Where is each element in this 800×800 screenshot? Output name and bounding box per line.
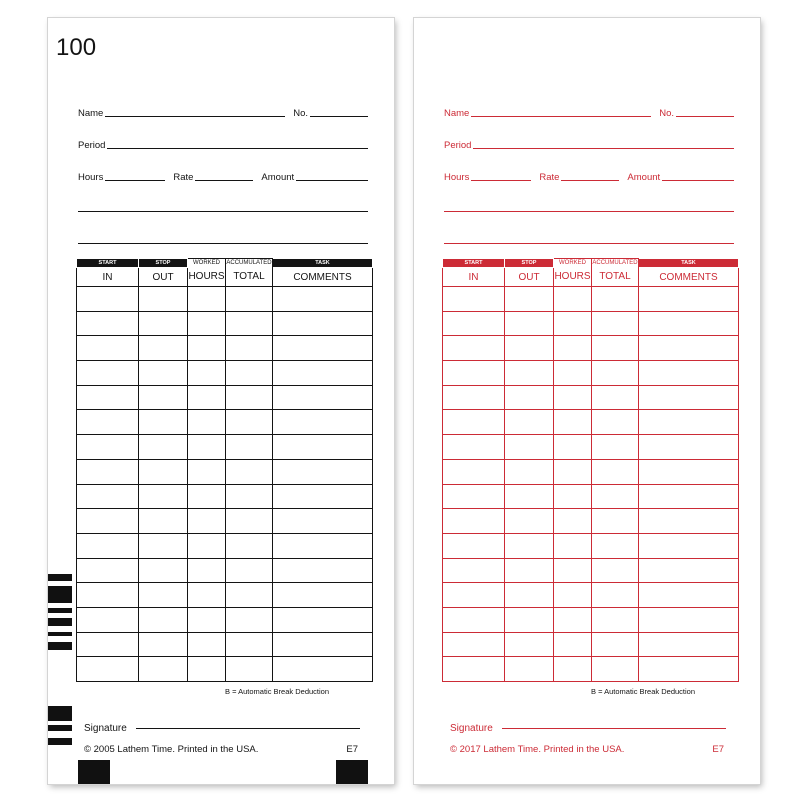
table-row bbox=[443, 558, 739, 583]
in-cell[interactable] bbox=[443, 385, 505, 410]
total-cell[interactable] bbox=[592, 361, 639, 386]
out-cell[interactable] bbox=[505, 336, 554, 361]
column-header-hours: HOURS bbox=[188, 268, 226, 287]
in-cell[interactable] bbox=[77, 385, 139, 410]
total-cell[interactable] bbox=[226, 607, 273, 632]
out-cell[interactable] bbox=[139, 435, 188, 460]
hours-cell[interactable] bbox=[554, 385, 592, 410]
total-cell[interactable] bbox=[226, 632, 273, 657]
in-cell[interactable] bbox=[443, 533, 505, 558]
period-label: Period bbox=[444, 140, 472, 151]
in-cell[interactable] bbox=[77, 336, 139, 361]
hours-cell[interactable] bbox=[188, 632, 226, 657]
total-cell[interactable] bbox=[592, 385, 639, 410]
timing-mark bbox=[336, 760, 368, 784]
in-cell[interactable] bbox=[77, 558, 139, 583]
comments-cell[interactable] bbox=[273, 484, 373, 509]
in-cell[interactable] bbox=[77, 361, 139, 386]
out-cell[interactable] bbox=[505, 484, 554, 509]
total-cell[interactable] bbox=[592, 657, 639, 682]
comments-cell[interactable] bbox=[639, 459, 739, 484]
table-row bbox=[443, 632, 739, 657]
column-header-out: OUT bbox=[505, 268, 554, 287]
comments-cell[interactable] bbox=[273, 336, 373, 361]
in-cell[interactable] bbox=[77, 657, 139, 682]
comments-cell[interactable] bbox=[273, 607, 373, 632]
comments-cell[interactable] bbox=[639, 583, 739, 608]
total-cell[interactable] bbox=[226, 533, 273, 558]
hours-field[interactable] bbox=[471, 180, 531, 181]
timing-mark bbox=[48, 706, 72, 721]
in-cell[interactable] bbox=[77, 607, 139, 632]
group-header-stop: STOP bbox=[139, 259, 188, 268]
total-cell[interactable] bbox=[226, 435, 273, 460]
in-cell[interactable] bbox=[77, 583, 139, 608]
total-cell[interactable] bbox=[592, 607, 639, 632]
hours-cell[interactable] bbox=[188, 533, 226, 558]
group-header-accumulated: ACCUMULATED bbox=[226, 260, 272, 267]
out-cell[interactable] bbox=[139, 509, 188, 534]
column-header-comments: COMMENTS bbox=[639, 268, 739, 287]
blank-line[interactable] bbox=[78, 211, 368, 212]
name-field[interactable] bbox=[471, 116, 651, 117]
hours-cell[interactable] bbox=[554, 287, 592, 312]
in-cell[interactable] bbox=[77, 632, 139, 657]
in-cell[interactable] bbox=[443, 558, 505, 583]
comments-cell[interactable] bbox=[273, 287, 373, 312]
out-cell[interactable] bbox=[505, 607, 554, 632]
out-cell[interactable] bbox=[139, 558, 188, 583]
comments-cell[interactable] bbox=[273, 558, 373, 583]
out-cell[interactable] bbox=[505, 509, 554, 534]
comments-cell[interactable] bbox=[273, 311, 373, 336]
group-header-start: START bbox=[443, 259, 505, 268]
out-cell[interactable] bbox=[505, 558, 554, 583]
in-cell[interactable] bbox=[77, 410, 139, 435]
hours-cell[interactable] bbox=[554, 583, 592, 608]
comments-cell[interactable] bbox=[639, 509, 739, 534]
rate-field[interactable] bbox=[195, 180, 253, 181]
time-card-black bbox=[48, 18, 394, 784]
comments-cell[interactable] bbox=[273, 361, 373, 386]
out-cell[interactable] bbox=[139, 361, 188, 386]
total-cell[interactable] bbox=[592, 558, 639, 583]
out-cell[interactable] bbox=[505, 435, 554, 460]
comments-cell[interactable] bbox=[273, 410, 373, 435]
out-cell[interactable] bbox=[139, 336, 188, 361]
table-row bbox=[77, 410, 373, 435]
signature-label: Signature bbox=[450, 723, 493, 734]
table-row bbox=[77, 607, 373, 632]
hours-cell[interactable] bbox=[188, 558, 226, 583]
out-cell[interactable] bbox=[139, 410, 188, 435]
in-cell[interactable] bbox=[443, 657, 505, 682]
blank-line[interactable] bbox=[444, 211, 734, 212]
hours-cell[interactable] bbox=[554, 336, 592, 361]
hours-cell[interactable] bbox=[188, 311, 226, 336]
comments-cell[interactable] bbox=[273, 385, 373, 410]
hours-rate-amount-row bbox=[78, 172, 368, 183]
total-cell[interactable] bbox=[592, 435, 639, 460]
time-table bbox=[442, 258, 739, 682]
table-row bbox=[443, 459, 739, 484]
out-cell[interactable] bbox=[505, 311, 554, 336]
table-row bbox=[77, 361, 373, 386]
total-cell[interactable] bbox=[592, 287, 639, 312]
timing-mark bbox=[48, 632, 72, 636]
name-field[interactable] bbox=[105, 116, 285, 117]
total-cell[interactable] bbox=[226, 484, 273, 509]
period-label: Period bbox=[78, 140, 106, 151]
in-cell[interactable] bbox=[77, 509, 139, 534]
in-cell[interactable] bbox=[77, 311, 139, 336]
hours-cell[interactable] bbox=[188, 583, 226, 608]
form-code: E7 bbox=[346, 744, 358, 755]
rate-label: Rate bbox=[173, 172, 194, 183]
table-row bbox=[77, 385, 373, 410]
hours-cell[interactable] bbox=[554, 484, 592, 509]
signature-field[interactable] bbox=[136, 728, 360, 729]
total-cell[interactable] bbox=[226, 385, 273, 410]
total-cell[interactable] bbox=[592, 583, 639, 608]
table-row bbox=[77, 533, 373, 558]
total-cell[interactable] bbox=[592, 484, 639, 509]
total-cell[interactable] bbox=[592, 632, 639, 657]
hours-cell[interactable] bbox=[188, 435, 226, 460]
comments-cell[interactable] bbox=[639, 657, 739, 682]
column-header-comments: COMMENTS bbox=[273, 268, 373, 287]
out-cell[interactable] bbox=[505, 361, 554, 386]
hours-cell[interactable] bbox=[188, 410, 226, 435]
out-cell[interactable] bbox=[505, 657, 554, 682]
in-cell[interactable] bbox=[77, 484, 139, 509]
copyright-text: © 2005 Lathem Time. Printed in the USA. bbox=[84, 744, 259, 755]
in-cell[interactable] bbox=[443, 336, 505, 361]
hours-cell[interactable] bbox=[554, 657, 592, 682]
table-row bbox=[77, 435, 373, 460]
period-row bbox=[444, 140, 734, 151]
table-row bbox=[77, 311, 373, 336]
out-cell[interactable] bbox=[139, 533, 188, 558]
no-field[interactable] bbox=[310, 116, 368, 117]
out-cell[interactable] bbox=[139, 657, 188, 682]
table-row bbox=[77, 657, 373, 682]
no-label: No. bbox=[659, 108, 674, 119]
total-cell[interactable] bbox=[592, 509, 639, 534]
amount-label: Amount bbox=[627, 172, 661, 183]
hours-cell[interactable] bbox=[554, 509, 592, 534]
period-field[interactable] bbox=[473, 148, 734, 149]
total-cell[interactable] bbox=[226, 558, 273, 583]
comments-cell[interactable] bbox=[639, 311, 739, 336]
total-cell[interactable] bbox=[592, 410, 639, 435]
in-cell[interactable] bbox=[443, 484, 505, 509]
period-row bbox=[78, 140, 368, 151]
comments-cell[interactable] bbox=[639, 361, 739, 386]
hours-cell[interactable] bbox=[188, 509, 226, 534]
total-cell[interactable] bbox=[226, 657, 273, 682]
amount-field[interactable] bbox=[296, 180, 368, 181]
out-cell[interactable] bbox=[505, 459, 554, 484]
hours-cell[interactable] bbox=[554, 459, 592, 484]
table-row bbox=[443, 287, 739, 312]
table-row bbox=[443, 361, 739, 386]
hours-cell[interactable] bbox=[188, 484, 226, 509]
column-header-total: TOTAL bbox=[592, 268, 639, 287]
out-cell[interactable] bbox=[139, 607, 188, 632]
comments-cell[interactable] bbox=[273, 657, 373, 682]
table-row bbox=[443, 509, 739, 534]
comments-cell[interactable] bbox=[639, 632, 739, 657]
comments-cell[interactable] bbox=[639, 385, 739, 410]
out-cell[interactable] bbox=[139, 385, 188, 410]
hours-cell[interactable] bbox=[554, 558, 592, 583]
hours-field[interactable] bbox=[105, 180, 165, 181]
column-header-total: TOTAL bbox=[226, 268, 273, 287]
total-cell[interactable] bbox=[226, 287, 273, 312]
break-footnote: B = Automatic Break Deduction bbox=[590, 687, 695, 696]
total-cell[interactable] bbox=[226, 509, 273, 534]
timing-mark bbox=[48, 586, 72, 603]
table-row bbox=[443, 657, 739, 682]
in-cell[interactable] bbox=[443, 361, 505, 386]
comments-cell[interactable] bbox=[273, 509, 373, 534]
table-row bbox=[443, 336, 739, 361]
out-cell[interactable] bbox=[139, 459, 188, 484]
blank-line[interactable] bbox=[78, 243, 368, 244]
column-header-hours: HOURS bbox=[554, 268, 592, 287]
hours-label: Hours bbox=[78, 172, 104, 183]
out-cell[interactable] bbox=[505, 632, 554, 657]
comments-cell[interactable] bbox=[639, 533, 739, 558]
in-cell[interactable] bbox=[443, 435, 505, 460]
comments-cell[interactable] bbox=[273, 583, 373, 608]
hours-cell[interactable] bbox=[188, 336, 226, 361]
hours-cell[interactable] bbox=[188, 385, 226, 410]
hours-cell[interactable] bbox=[554, 435, 592, 460]
timing-mark bbox=[48, 618, 72, 626]
out-cell[interactable] bbox=[505, 385, 554, 410]
group-header-task: TASK bbox=[639, 259, 739, 268]
in-cell[interactable] bbox=[443, 632, 505, 657]
comments-cell[interactable] bbox=[639, 435, 739, 460]
copyright-text: © 2017 Lathem Time. Printed in the USA. bbox=[450, 744, 625, 755]
table-row bbox=[77, 558, 373, 583]
in-cell[interactable] bbox=[443, 311, 505, 336]
name-row bbox=[444, 108, 734, 119]
rate-label: Rate bbox=[539, 172, 560, 183]
table-row bbox=[77, 484, 373, 509]
out-cell[interactable] bbox=[139, 311, 188, 336]
table-row bbox=[443, 311, 739, 336]
timing-mark bbox=[78, 760, 110, 784]
table-row bbox=[443, 410, 739, 435]
in-cell[interactable] bbox=[77, 287, 139, 312]
table-row bbox=[77, 632, 373, 657]
in-cell[interactable] bbox=[443, 583, 505, 608]
comments-cell[interactable] bbox=[639, 558, 739, 583]
out-cell[interactable] bbox=[139, 484, 188, 509]
in-cell[interactable] bbox=[443, 509, 505, 534]
hours-cell[interactable] bbox=[554, 632, 592, 657]
comments-cell[interactable] bbox=[639, 607, 739, 632]
column-header-out: OUT bbox=[139, 268, 188, 287]
total-cell[interactable] bbox=[592, 533, 639, 558]
hours-cell[interactable] bbox=[188, 657, 226, 682]
comments-cell[interactable] bbox=[273, 459, 373, 484]
total-cell[interactable] bbox=[226, 583, 273, 608]
timing-mark bbox=[48, 608, 72, 613]
total-cell[interactable] bbox=[592, 336, 639, 361]
time-table bbox=[76, 258, 373, 682]
group-header-accumulated: ACCUMULATED bbox=[592, 260, 638, 267]
period-field[interactable] bbox=[107, 148, 368, 149]
hours-cell[interactable] bbox=[554, 311, 592, 336]
in-cell[interactable] bbox=[443, 410, 505, 435]
form-code: E7 bbox=[712, 744, 724, 755]
column-header-in: IN bbox=[77, 268, 139, 287]
comments-cell[interactable] bbox=[639, 287, 739, 312]
no-label: No. bbox=[293, 108, 308, 119]
hours-cell[interactable] bbox=[188, 459, 226, 484]
hours-cell[interactable] bbox=[554, 607, 592, 632]
table-row bbox=[443, 533, 739, 558]
hours-cell[interactable] bbox=[188, 607, 226, 632]
in-cell[interactable] bbox=[443, 287, 505, 312]
signature-label: Signature bbox=[84, 723, 127, 734]
out-cell[interactable] bbox=[139, 583, 188, 608]
in-cell[interactable] bbox=[443, 459, 505, 484]
timing-mark bbox=[48, 725, 72, 731]
column-header-in: IN bbox=[443, 268, 505, 287]
in-cell[interactable] bbox=[77, 533, 139, 558]
total-cell[interactable] bbox=[592, 459, 639, 484]
timing-mark bbox=[48, 738, 72, 745]
table-row bbox=[77, 336, 373, 361]
out-cell[interactable] bbox=[505, 287, 554, 312]
in-cell[interactable] bbox=[77, 435, 139, 460]
out-cell[interactable] bbox=[505, 410, 554, 435]
name-row bbox=[78, 108, 368, 119]
amount-field[interactable] bbox=[662, 180, 734, 181]
table-row bbox=[77, 459, 373, 484]
rate-field[interactable] bbox=[561, 180, 619, 181]
comments-cell[interactable] bbox=[639, 484, 739, 509]
comments-cell[interactable] bbox=[273, 435, 373, 460]
total-cell[interactable] bbox=[226, 311, 273, 336]
out-cell[interactable] bbox=[505, 533, 554, 558]
timing-mark bbox=[48, 574, 72, 581]
group-header-start: START bbox=[77, 259, 139, 268]
timing-mark bbox=[48, 642, 72, 650]
group-header-task: TASK bbox=[273, 259, 373, 268]
table-row bbox=[443, 583, 739, 608]
table-row bbox=[77, 583, 373, 608]
group-header-stop: STOP bbox=[505, 259, 554, 268]
name-label: Name bbox=[78, 108, 104, 119]
hours-cell[interactable] bbox=[188, 287, 226, 312]
comments-cell[interactable] bbox=[639, 336, 739, 361]
out-cell[interactable] bbox=[139, 632, 188, 657]
card-number: 100 bbox=[56, 34, 97, 61]
hours-cell[interactable] bbox=[188, 361, 226, 386]
in-cell[interactable] bbox=[77, 459, 139, 484]
table-row bbox=[77, 287, 373, 312]
table-row bbox=[443, 435, 739, 460]
hours-cell[interactable] bbox=[554, 361, 592, 386]
table-body bbox=[443, 287, 739, 682]
in-cell[interactable] bbox=[443, 607, 505, 632]
total-cell[interactable] bbox=[226, 459, 273, 484]
comments-cell[interactable] bbox=[273, 533, 373, 558]
hours-cell[interactable] bbox=[554, 410, 592, 435]
hours-cell[interactable] bbox=[554, 533, 592, 558]
name-label: Name bbox=[444, 108, 470, 119]
table-body bbox=[77, 287, 373, 682]
total-cell[interactable] bbox=[226, 410, 273, 435]
total-cell[interactable] bbox=[226, 361, 273, 386]
out-cell[interactable] bbox=[505, 583, 554, 608]
time-card-red bbox=[414, 18, 760, 784]
table-row bbox=[443, 607, 739, 632]
group-header-worked: WORKED bbox=[554, 259, 592, 268]
comments-cell[interactable] bbox=[639, 410, 739, 435]
table-row bbox=[77, 509, 373, 534]
signature-field[interactable] bbox=[502, 728, 726, 729]
table-row bbox=[443, 484, 739, 509]
no-field[interactable] bbox=[676, 116, 734, 117]
table-row bbox=[443, 385, 739, 410]
hours-label: Hours bbox=[444, 172, 470, 183]
out-cell[interactable] bbox=[139, 287, 188, 312]
hours-rate-amount-row bbox=[444, 172, 734, 183]
total-cell[interactable] bbox=[592, 311, 639, 336]
comments-cell[interactable] bbox=[273, 632, 373, 657]
break-footnote: B = Automatic Break Deduction bbox=[224, 687, 329, 696]
amount-label: Amount bbox=[261, 172, 295, 183]
blank-line[interactable] bbox=[444, 243, 734, 244]
group-header-worked: WORKED bbox=[188, 259, 226, 268]
total-cell[interactable] bbox=[226, 336, 273, 361]
